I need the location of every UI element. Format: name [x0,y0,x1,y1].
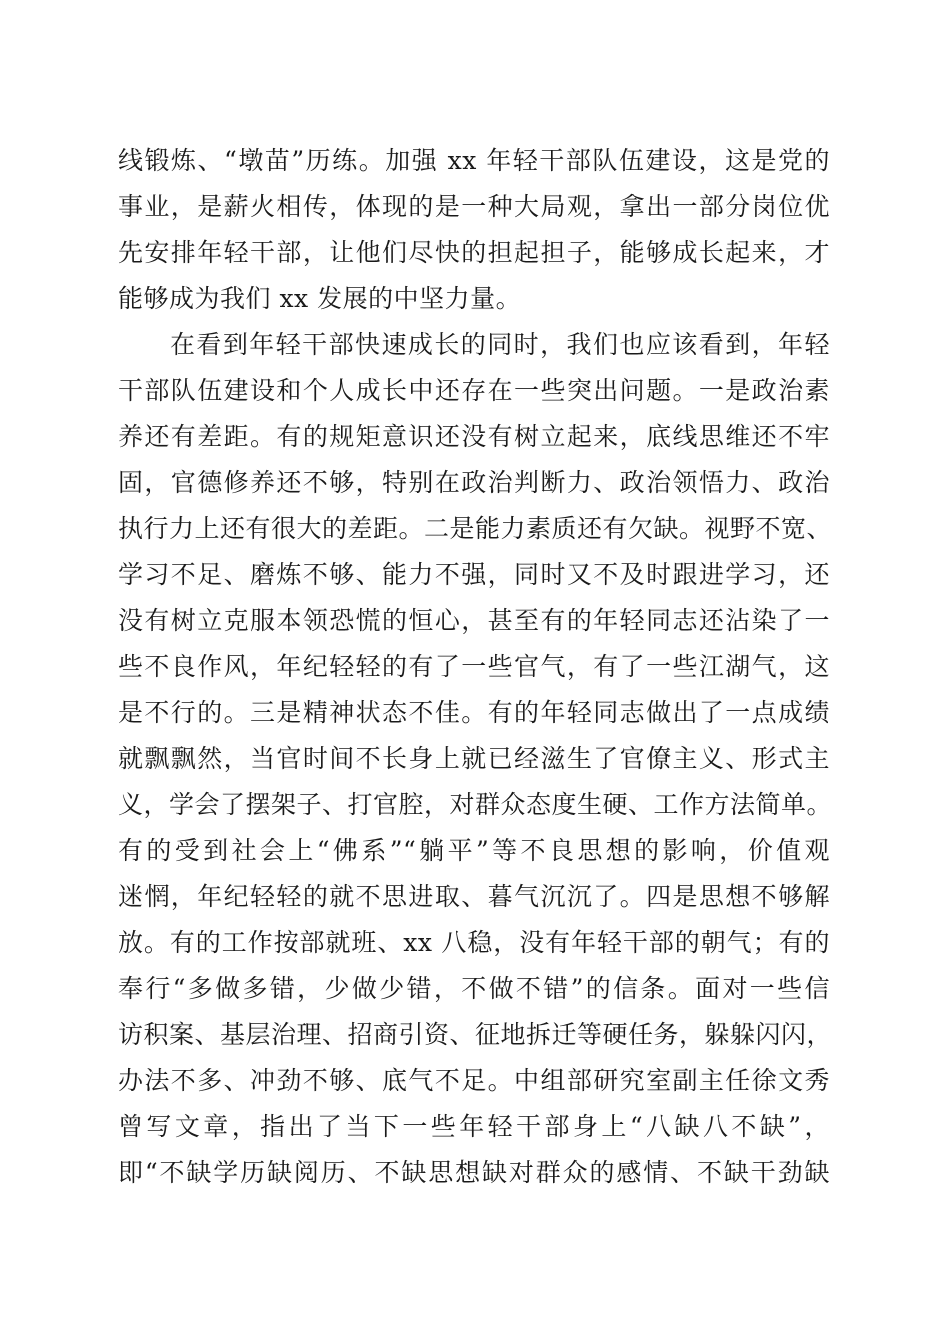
text-line: 义，学会了摆架子、打官腔，对群众态度生硬、工作方法简单。 [118,790,833,819]
text-line: 些不良作风，年纪轻轻的有了一些官气，有了一些江湖气，这 [118,652,830,681]
document-body [118,138,833,1196]
text-line: 办法不多、冲劲不够、底气不足。中组部研究室副主任徐文秀 [118,1066,830,1095]
text-line: 先安排年轻干部，让他们尽快的担起担子，能够成长起来，才 [118,238,830,267]
text-line: 养还有差距。有的规矩意识还没有树立起来，底线思维还不牢 [118,422,830,451]
text-line: 奉行“多做多错，少做少错，不做不错”的信条。面对一些信 [118,974,830,1003]
text-line: 放。有的工作按部就班、xx 八稳，没有年轻干部的朝气；有的 [118,928,830,957]
text-line: 迷惘，年纪轻轻的就不思进取、暮气沉沉了。四是思想不够解 [118,882,830,911]
paragraph-2 [118,322,833,1196]
text-line: 线锻炼、“墩苗”历练。加强 xx 年轻干部队伍建设，这是党的 [118,146,830,175]
text-line: 即“不缺学历缺阅历、不缺思想缺对群众的感情、不缺干劲缺 [118,1158,830,1187]
text-line: 学习不足、磨炼不够、能力不强，同时又不及时跟进学习，还 [118,560,830,589]
paragraph-1 [118,138,830,322]
text-line: 曾写文章，指出了当下一些年轻干部身上“八缺八不缺”， [118,1112,830,1141]
text-line: 访积案、基层治理、招商引资、征地拆迁等硬任务，躲躲闪闪， [118,1020,833,1049]
text-line: 干部队伍建设和个人成长中还存在一些突出问题。一是政治素 [118,376,830,405]
text-line: 是不行的。三是精神状态不佳。有的年轻同志做出了一点成绩 [118,698,830,727]
text-line: 能够成为我们 xx 发展的中坚力量。 [118,284,522,313]
text-line: 在看到年轻干部快速成长的同时，我们也应该看到，年轻 [170,330,830,359]
text-line: 事业，是薪火相传，体现的是一种大局观，拿出一部分岗位优 [118,192,830,221]
text-line: 固，官德修养还不够，特别在政治判断力、政治领悟力、政治 [118,468,830,497]
text-line: 执行力上还有很大的差距。二是能力素质还有欠缺。视野不宽、 [118,514,833,543]
text-line: 就飘飘然，当官时间不长身上就已经滋生了官僚主义、形式主 [118,744,830,773]
text-line: 没有树立克服本领恐慌的恒心，甚至有的年轻同志还沾染了一 [118,606,830,635]
text-line: 有的受到社会上“佛系”“躺平”等不良思想的影响，价值观 [118,836,830,865]
